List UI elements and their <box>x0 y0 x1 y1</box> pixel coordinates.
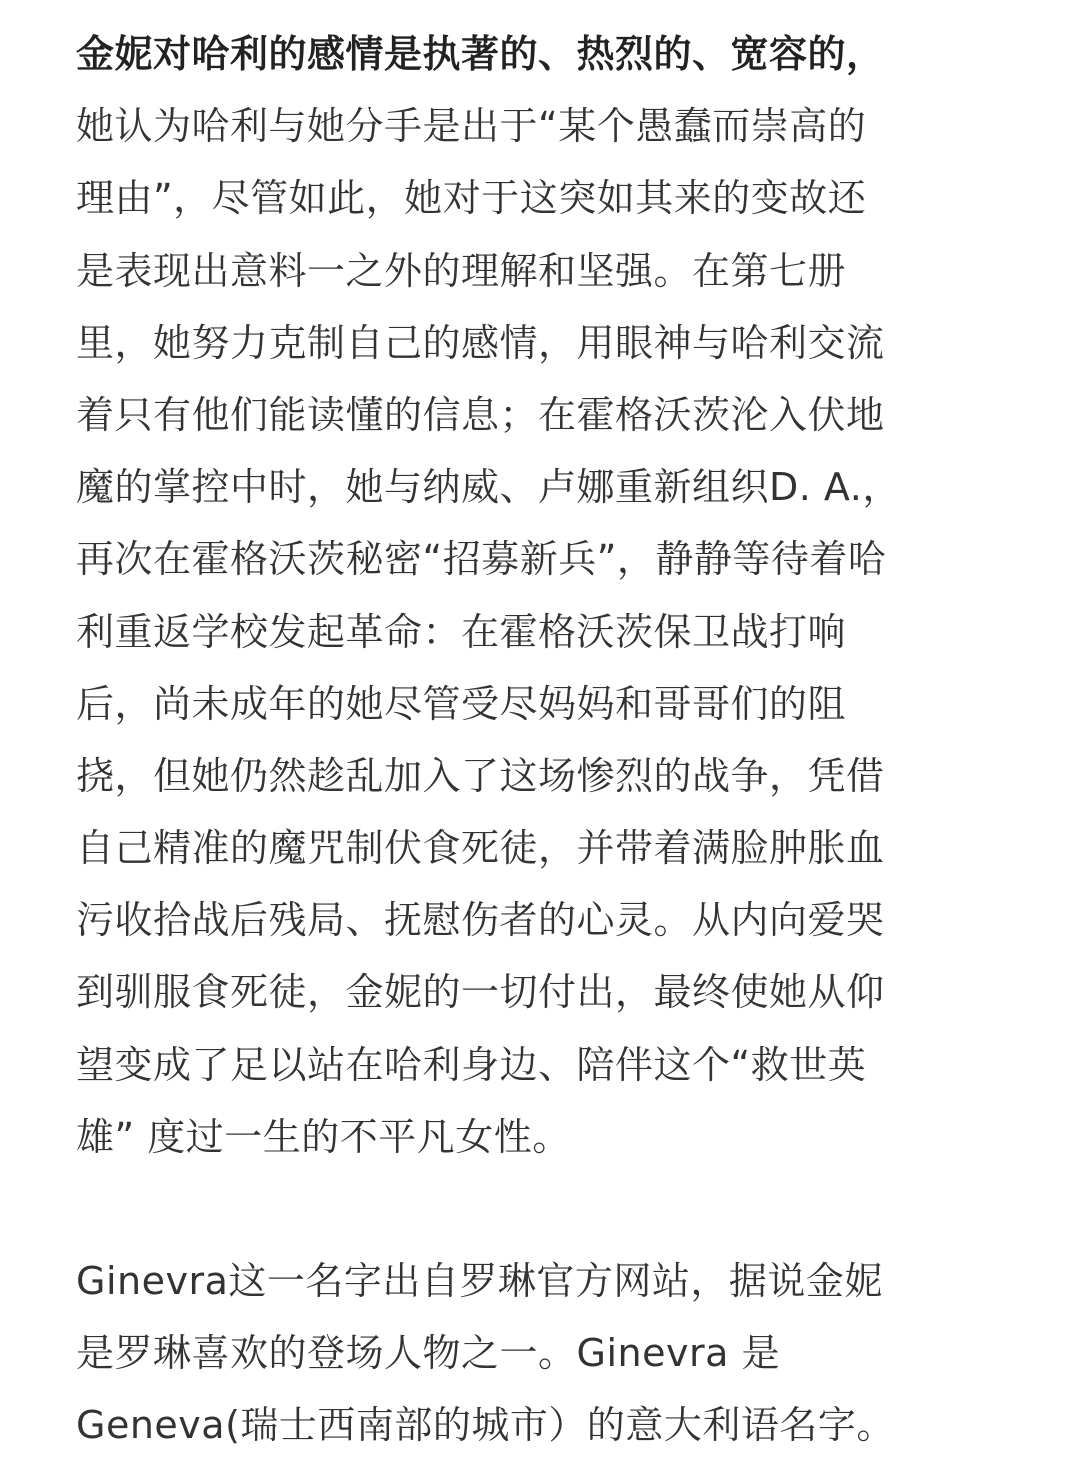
text-line: 着只有他们能读懂的信息；在霍格沃茨沦入伏地 <box>76 392 885 437</box>
paragraph-lead-bold: 金妮对哈利的感情是执著的、热烈的、宽容的， <box>76 32 885 76</box>
text-line: 魔的掌控中时，她与纳威、卢娜重新组织D. A.， <box>76 465 901 510</box>
text-line: 污收拾战后残局、抚慰伤者的心灵。从内向爱哭 <box>76 898 885 943</box>
text-line: 后，尚未成年的她尽管受尽妈妈和哥哥们的阻 <box>76 681 847 726</box>
text-line: Ginevra这一名字出自罗琳官方网站，据说金妮 <box>76 1259 883 1303</box>
text-line: 自己精准的魔咒制伏食死徒，并带着满脸肿胀血 <box>76 826 885 871</box>
paragraph-ginny-feelings <box>76 18 1012 1173</box>
text-line: 望变成了足以站在哈利身边、陪伴这个“救世英 <box>76 1042 867 1087</box>
article-body <box>76 18 1012 1462</box>
text-line: 是表现出意料一之外的理解和坚强。在第七册 <box>76 248 847 293</box>
text-line: 雄” 度过一生的不平凡女性。 <box>76 1114 571 1159</box>
text-line: 理由”，尽管如此，她对于这突如其来的变故还 <box>76 176 867 221</box>
paragraph-spacer <box>76 1173 1012 1245</box>
text-line: 她认为哈利与她分手是出于“某个愚蠢而崇高的 <box>76 104 867 149</box>
text-line: 里，她努力克制自己的感情，用眼神与哈利交流 <box>76 320 885 365</box>
text-line: Geneva(瑞士西南部的城市）的意大利语名字。 <box>76 1403 895 1448</box>
text-line: 利重返学校发起革命：在霍格沃茨保卫战打响 <box>76 609 847 654</box>
text-line: 是罗琳喜欢的登场人物之一。Ginevra 是 <box>76 1331 780 1376</box>
text-line: 到驯服食死徒，金妮的一切付出，最终使她从仰 <box>76 970 885 1015</box>
text-line: 挠，但她仍然趁乱加入了这场惨烈的战争，凭借 <box>76 753 885 798</box>
text-line: 再次在霍格沃茨秘密“招募新兵”，静静等待着哈 <box>76 537 887 582</box>
paragraph-ginevra-name <box>76 1245 1012 1462</box>
